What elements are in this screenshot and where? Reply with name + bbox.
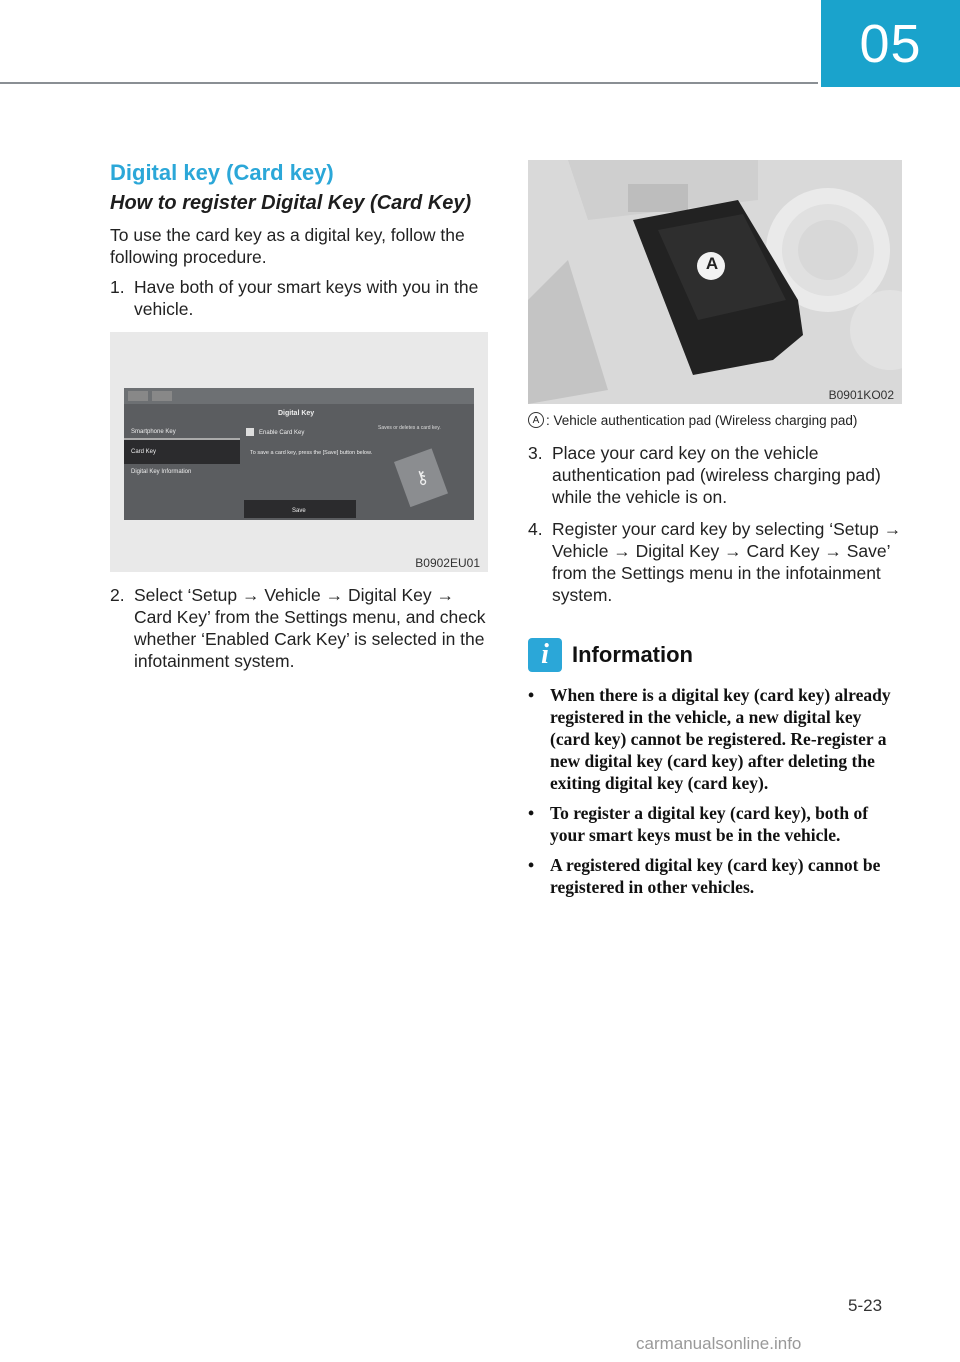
save-instruction: To save a card key, press the [Save] button below. bbox=[250, 450, 373, 456]
info-bullet-text: When there is a digital key (card key) already registered in the vehicle, a new digital key (card key) cannot be registered. Re-register a new digital key (card key) after deleting the exiting digital key (card key). bbox=[550, 685, 891, 793]
step-text: Have both of your smart keys with you in the vehicle. bbox=[134, 277, 479, 319]
information-icon: i bbox=[528, 638, 562, 672]
info-bullet-text: A registered digital key (card key) cannot be registered in other vehicles. bbox=[550, 855, 881, 897]
step-text: Select ‘Setup → Vehicle → Digital Key → Card Key’ from the Settings menu, and check whether ‘Enabled Cark Key’ is selected in the infotainment system. bbox=[134, 585, 486, 671]
menu-card-key: Card Key bbox=[131, 449, 157, 455]
menu-digital-key-information: Digital Key Information bbox=[131, 469, 192, 475]
marker-a: A bbox=[705, 254, 719, 273]
intro-text: To use the card key as a digital key, follow the following procedure. bbox=[110, 225, 465, 267]
subsection-title: How to register Digital Key (Card Key) bbox=[110, 192, 472, 214]
information-header bbox=[528, 638, 902, 672]
figure-infotainment-screen bbox=[110, 332, 488, 572]
step-1 bbox=[110, 276, 488, 320]
charging-pad-illustration bbox=[528, 160, 902, 404]
step-3 bbox=[528, 442, 902, 508]
save-button: Save bbox=[292, 508, 306, 514]
step-number: 3. bbox=[528, 443, 543, 463]
figure-charging-pad bbox=[528, 160, 902, 404]
right-column bbox=[528, 160, 902, 906]
step-4 bbox=[528, 518, 902, 606]
svg-text:⚷: ⚷ bbox=[411, 465, 432, 490]
info-bullet: • To register a digital key (card key), both of your smart keys must be in the vehicle. bbox=[528, 802, 902, 846]
info-bullet: • A registered digital key (card key) cannot be registered in other vehicles. bbox=[528, 854, 902, 898]
section-title: Digital key (Card key) bbox=[110, 160, 334, 185]
step-number: 2. bbox=[110, 585, 125, 605]
header-rule bbox=[0, 82, 818, 84]
page-number: 5-23 bbox=[848, 1296, 883, 1315]
watermark: carmanualsonline.info bbox=[636, 1334, 802, 1353]
step-number: 4. bbox=[528, 519, 543, 539]
caption-text: : Vehicle authentication pad (Wireless charging pad) bbox=[546, 412, 858, 428]
enable-card-key-checkbox: Enable Card Key bbox=[259, 430, 305, 436]
figure-caption bbox=[528, 412, 902, 428]
menu-smartphone-key: Smartphone Key bbox=[131, 429, 176, 435]
figure-code: B0902EU01 bbox=[415, 556, 480, 570]
info-bullet: • When there is a digital key (card key) already registered in the vehicle, a new digital key (card key) cannot be registered. Re-register a new digital key (card key) after deleting the exiting digital key (card key). bbox=[528, 684, 902, 794]
caption-marker: A bbox=[528, 412, 544, 428]
info-bullet-text: To register a digital key (card key), both of your smart keys must be in the vehicle. bbox=[550, 803, 869, 845]
step-text: Register your card key by selecting ‘Setup → Vehicle → Digital Key → Card Key → Save’ from the Settings menu in the infotainment system. bbox=[552, 519, 902, 605]
step-text: Place your card key on the vehicle authentication pad (wireless charging pad) while the vehicle is on. bbox=[552, 443, 881, 507]
information-title: Information bbox=[572, 642, 693, 667]
chapter-tab: 05 bbox=[821, 0, 960, 87]
infotainment-screen-illustration bbox=[110, 332, 488, 572]
card-key-hint: Saves or deletes a card key. bbox=[378, 425, 441, 431]
step-2 bbox=[110, 584, 488, 672]
step-number: 1. bbox=[110, 277, 125, 297]
left-column bbox=[110, 160, 488, 682]
figure-code: B0901KO02 bbox=[828, 388, 894, 402]
screen-title: Digital Key bbox=[278, 410, 315, 417]
